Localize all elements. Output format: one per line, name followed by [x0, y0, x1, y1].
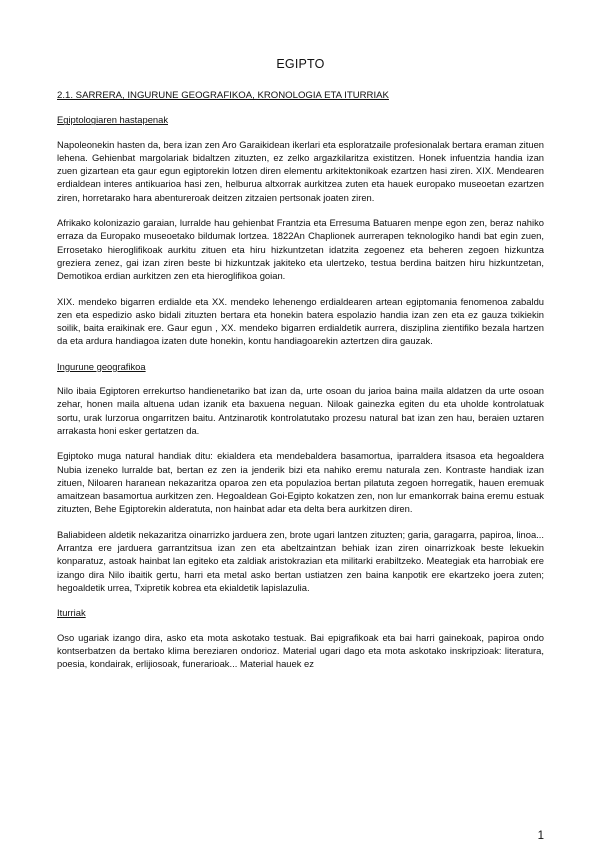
- subheading-ingurune: Ingurune geografikoa: [57, 360, 146, 372]
- subheading-iturriak: Iturriak: [57, 607, 86, 619]
- page-title: EGIPTO: [276, 57, 325, 71]
- paragraph: Egiptoko muga natural handiak ditu: ekialdera eta mendebaldera basamortua, iparraldera itsasoa eta hegoaldera Nubia izeneko lurralde bat, bertan ez zen ia jenderik bizi eta nahiko eremu naturala zen. Kontraste handiak izan zituen, Niloaren haranean nekazaritza oparoa zen eta populazioa bertan pilatuta zegoen horregatik, hauen eremuak amaitzean basamortua aurkitzen zen. Hegoaldean Goi-Egipto kokatzen zen, non lur emankorrak baina eremu estuak zituzten, Behe Egiptorekin alderatuta, non hainbat adar eta delta bera aurkitzen diren.: [57, 450, 544, 515]
- page-number: 1: [537, 829, 544, 842]
- paragraph: Napoleonekin hasten da, bera izan zen Aro Garaikidean ikerlari eta esploratzaile profesionalak bertara eraman zituen lehena. Gehienbat margolariak bidaltzen zituzten, ez zelko argazkilaritza existitzen. Honek infuentzia handia izan zuen gizartean eta gaur egun egiptorekin lotzen diren elementu arkitektonikoak ezartzen hasi ziren. XIX. Mendearen erdialdean interes antikuarioa hasi zen, helburua altxorrak aurkitzea zuten eta hauek europako museoetan ezartzen ziren, horretarako hara abentureroak deitzen zitzaien pertsonak joaten ziren.: [57, 138, 544, 203]
- paragraph: Oso ugariak izango dira, asko eta mota askotako testuak. Bai epigrafikoak eta bai harri gainekoak, papiroa ondo kontserbatzen da bertako klima bereziaren ondorioz. Material ugari dago eta mota askotako inskripzioak: literatura, poesia, kondairak, erlijiosoak, funerarioak... Material hauek ez: [57, 631, 544, 670]
- paragraph: Afrikako kolonizazio garaian, lurralde hau gehienbat Frantzia eta Erresuma Batuaren menpe egon zen, beraz nahiko erraza da Europako museoetako bildumak lortzea. 1822An Chaplionek aurrerapen teknologiko handi bat egin zuen, Errosetako hieroglifikoak aurkitu zituen eta hiru hizkuntzetan idatzita zegoenez eta beheren zegoen hizkuntza greziera zenez, gai izan ziren beste bi hizkuntzak jakiteko eta ulertzeko, testua berdina baitzen hiru hizkuntzetan, Demotikoa erdian aurkitzen zen eta hieroglifikoa goian.: [57, 217, 544, 282]
- subheading-egiptologia: Egiptologiaren hastapenak: [57, 114, 169, 126]
- paragraph: Nilo ibaia Egiptoren errekurtso handienetariko bat izan da, urte osoan du jarioa baina maila aldatzen da urte osoan zehar, honen maila altuena udan izanik eta baxuena neguan. Niloak gainezka egiten du eta uholde kontrolatuak sortu, urak lurzorua ongarritzen baitu. Antzinarotik kontrolatutako prozesu natural bat izan zen hau, beraien uztaren arrakasta honi esker gertatzen da.: [57, 385, 544, 436]
- paragraph: Baliabideen aldetik nekazaritza oinarrizko jarduera zen, brote ugari lantzen zituzten; garia, garagarra, papiroa, linoa... Arrantza ere jarduera garrantzitsua izan zen eta abeltzaintzan behiak izan ziren oinarrizkoak beste lekuekin konparatuz, astoak hainbat lan egiteko eta zaldiak aristokrazian eta militarki erabiltzeko. Meategiak eta harrobiak ere izango dira Nilo ibaitik gertu, harri eta metal asko bertan ustiatzen zen baina kanpotik ere ekartzeko joera zuten; hegoaldetik urrea, Txipretik kobrea eta ekialdetik lapislazulia.: [57, 528, 544, 593]
- section-heading: 2.1. SARRERA, INGURUNE GEOGRAFIKOA, KRONOLOGIA ETA ITURRIAK: [57, 90, 389, 101]
- paragraph: XIX. mendeko bigarren erdialde eta XX. mendeko lehenengo erdialdearen artean egiptomania fenomenoa zabaldu zen eta espedizio asko bidali zituzten bertara eta honekin batera espolazio handia izan zen eta ez gauza txikiekin soilik, baita eraikinak ere. Gaur egun , XX. mendeko bigarren erdialdetik aurrera, disziplina zientifiko bezala hartzen da eta ardura handiagoa izaten dute honekin, kontu handiagoarekin aztertzen dira gauzak.: [57, 295, 544, 347]
